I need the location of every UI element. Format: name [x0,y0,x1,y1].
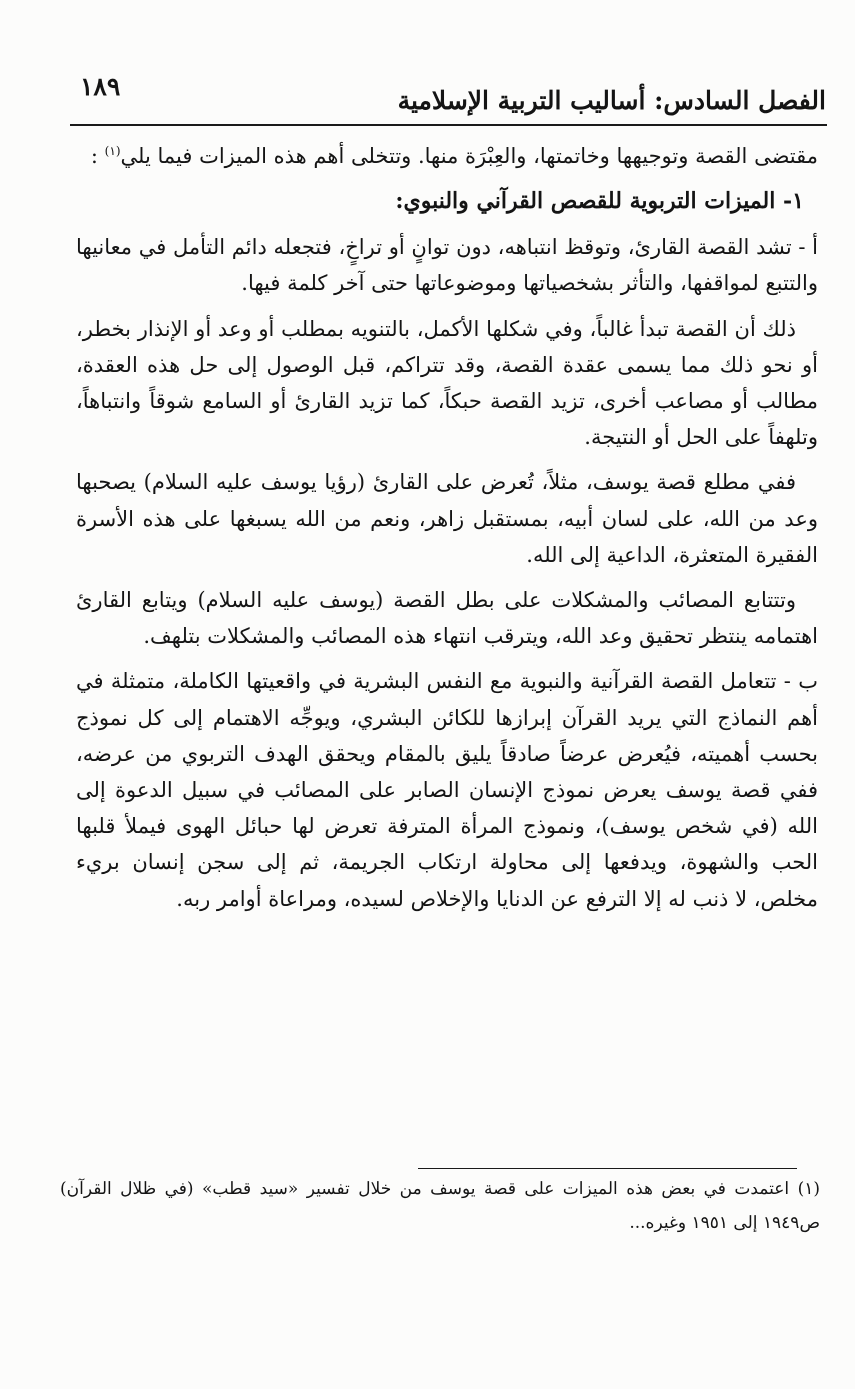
paragraph-yusuf-opening: ففي مطلع قصة يوسف، مثلاً، تُعرض على القارئ (رؤيا يوسف عليه السلام) يصحبها وعد من الله، على لسان أبيه، بمستقبل زاهر، ونعم من الله يسبغها على هذه الأسرة الفقيرة المتعثرة، الداعية إلى الله. [76,470,818,567]
chapter-title: الفصل السادس: أساليب التربية الإسلامية [397,86,826,115]
header-rule [70,124,827,126]
paragraph-b: ب - تتعامل القصة القرآنية والنبوية مع النفس البشرية في واقعيتها الكاملة، متمثلة في أهم النماذج التي يريد القرآن إبرازها للكائن البشري، ويوجِّه الاهتمام إلى كل نموذج بحسب أهميته، فيُعرض عرضاً صادقاً يليق بالمقام ويحقق الهدف التربوي من عرضه، ففي قصة يوسف يعرض نموذج الإنسان الصابر على المصائب في سبيل الدعوة إلى الله (في شخص يوسف)، ونموذج المرأة المترفة تعرض لها حبائل الهوى فيملأ قلبها الحب والشهوة، ويدفعها إلى محاولة ارتكاب الجريمة، ثم إلى سجن إنسان بريء مخلص، لا ذنب له إلا الترفع عن الدنايا والإخلاص لسيده، ومراعاة أوامر ربه. [76,669,818,911]
running-header [74,66,826,126]
footnote: (١) اعتمدت في بعض هذه الميزات على قصة يوسف من خلال تفسير «سيد قطب» (في ظلال القرآن) ص١٩٤٩ إلى ١٩٥١ وغيره... [60,1179,820,1233]
paragraph-yusuf-hardships: وتتتابع المصائب والمشكلات على بطل القصة (يوسف عليه السلام) ويتابع القارئ اهتمامه ينتظر تحقيق وعد الله، ويترقب انتهاء هذه المصائب والمشكلات بتلهف. [76,588,818,649]
paragraph-story-beginning: ذلك أن القصة تبدأ غالباً، وفي شكلها الأكمل، بالتنويه بمطلب أو وعد أو الإنذار بخطر، أو نحو ذلك مما يسمى عقدة القصة، وقد تتراكم، قبل الوصول إلى حل هذه العقدة، مطالب أو مصاعب أخرى، تزيد القصة حبكاً، كما تزيد القارئ أو السامع شوقاً وانتباهاً، وتلهفاً على الحل أو النتيجة. [76,316,818,450]
intro-text: مقتضى القصة وتوجيهها وخاتمتها، والعِبْرَة منها. وتتخلى أهم هذه الميزات فيما يلي [120,144,818,168]
page-number: ١٨٩ [80,72,121,101]
page-body [76,138,818,926]
paragraph-a: أ - تشد القصة القارئ، وتوقظ انتباهه، دون توانٍ أو تراخٍ، فتجعله دائم التأمل في معانيها والتتبع لمواقفها، والتأثر بشخصياتها وموضوعاتها حتى آخر كلمة فيها. [76,235,818,296]
footnote-rule [418,1168,797,1169]
footnote-reference[interactable]: (١) [104,144,121,158]
intro-paragraph [76,138,818,174]
intro-tail: : [90,144,105,168]
section-heading: ١- الميزات التربوية للقصص القرآني والنبوي: [395,188,804,215]
